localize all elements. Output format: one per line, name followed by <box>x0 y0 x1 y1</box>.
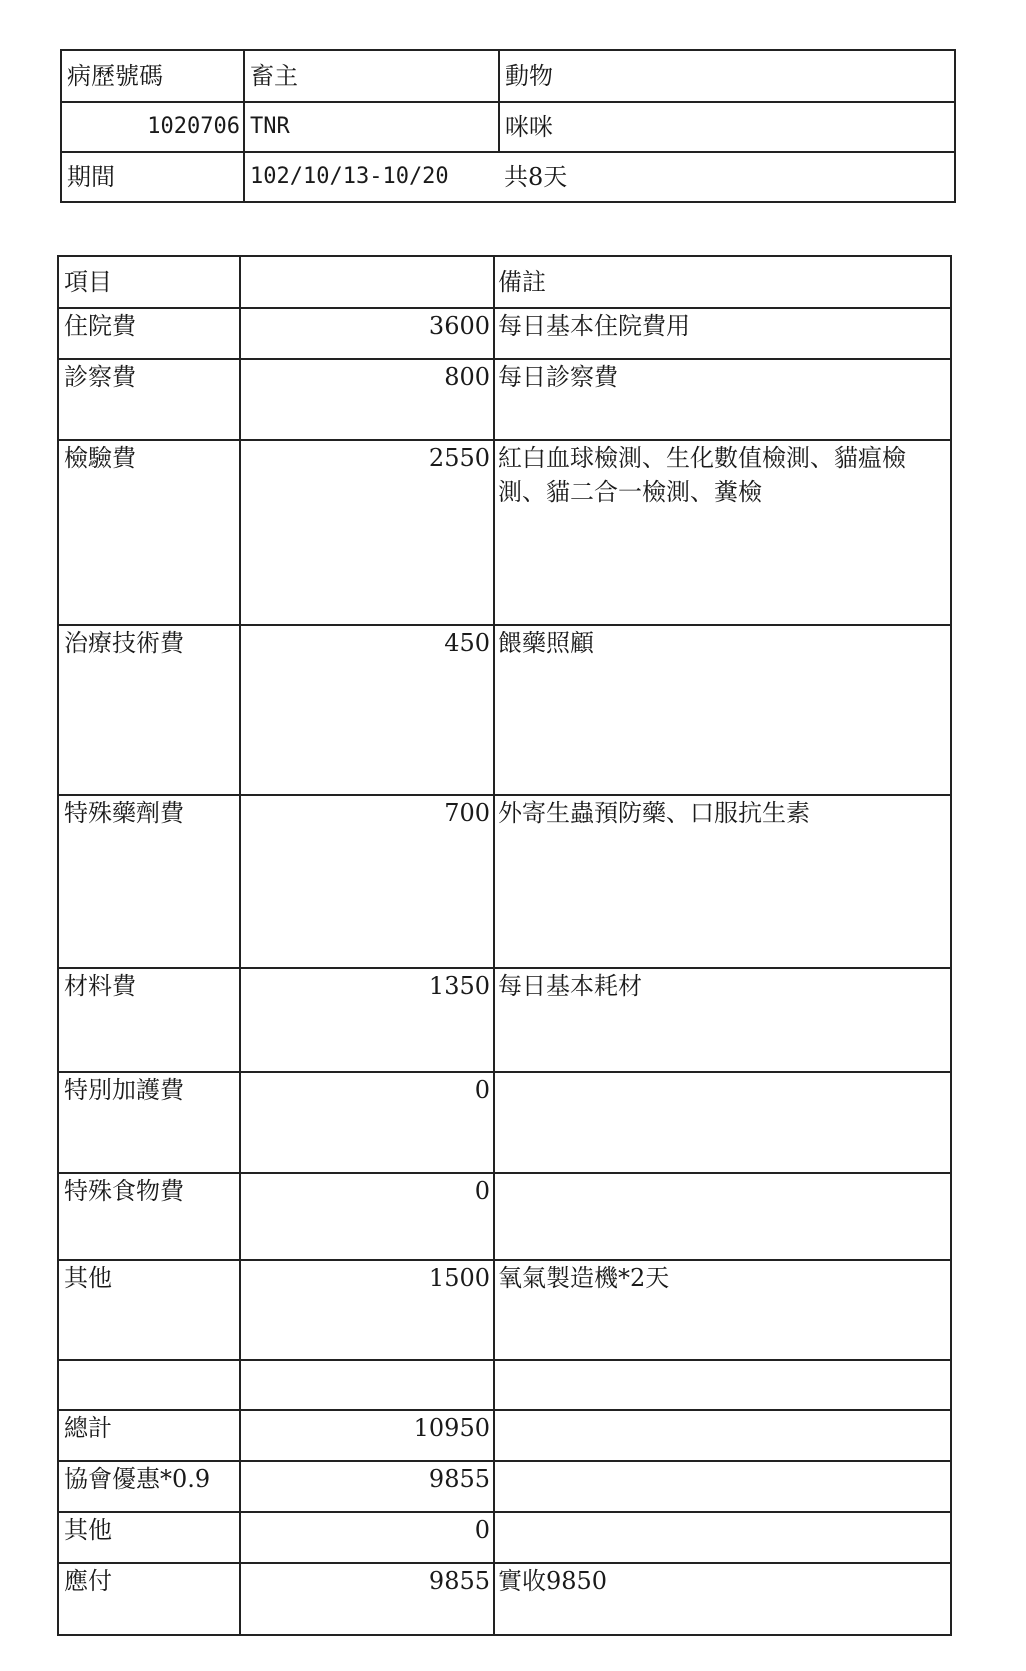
fee-note <box>494 1072 951 1173</box>
payable-label: 應付 <box>58 1563 240 1635</box>
fee-amount: 3600 <box>240 308 494 359</box>
animal-value: 咪咪 <box>499 102 955 152</box>
discount-note <box>494 1461 951 1512</box>
total-amount: 10950 <box>240 1410 494 1461</box>
fee-note: 氧氣製造機*2天 <box>494 1260 951 1360</box>
fee-row <box>58 968 951 1072</box>
owner-label: 畜主 <box>244 50 499 102</box>
fee-table <box>57 255 952 1636</box>
record-no-value: 1020706 <box>61 102 244 152</box>
fee-item <box>58 1360 240 1410</box>
other-adjust-row <box>58 1512 951 1563</box>
fee-item: 特殊食物費 <box>58 1173 240 1260</box>
fee-item: 檢驗費 <box>58 440 240 625</box>
fee-note: 餵藥照顧 <box>494 625 951 795</box>
fee-item: 其他 <box>58 1260 240 1360</box>
animal-label: 動物 <box>499 50 955 102</box>
fee-note: 外寄生蟲預防藥、口服抗生素 <box>494 795 951 968</box>
fee-amount <box>240 1360 494 1410</box>
fee-row-blank <box>58 1360 951 1410</box>
fee-amount: 1350 <box>240 968 494 1072</box>
fee-row <box>58 440 951 625</box>
fee-amount: 2550 <box>240 440 494 625</box>
fee-amount: 800 <box>240 359 494 440</box>
fee-row <box>58 795 951 968</box>
fee-amount: 700 <box>240 795 494 968</box>
days-value: 共8天 <box>499 152 955 202</box>
header-item: 項目 <box>58 256 240 308</box>
fee-amount: 450 <box>240 625 494 795</box>
header-amount <box>240 256 494 308</box>
payable-amount: 9855 <box>240 1563 494 1635</box>
fee-note: 每日基本耗材 <box>494 968 951 1072</box>
fee-amount: 0 <box>240 1072 494 1173</box>
received-note: 實收9850 <box>494 1563 951 1635</box>
total-label: 總計 <box>58 1410 240 1461</box>
fee-row <box>58 359 951 440</box>
other-adjust-label: 其他 <box>58 1512 240 1563</box>
fee-note <box>494 1173 951 1260</box>
discount-label: 協會優惠*0.9 <box>58 1461 240 1512</box>
discount-row <box>58 1461 951 1512</box>
fee-note: 每日診察費 <box>494 359 951 440</box>
fee-row <box>58 1173 951 1260</box>
fee-item: 特殊藥劑費 <box>58 795 240 968</box>
fee-item: 住院費 <box>58 308 240 359</box>
fee-item: 材料費 <box>58 968 240 1072</box>
other-adjust-note <box>494 1512 951 1563</box>
payable-row <box>58 1563 951 1635</box>
other-adjust-amount: 0 <box>240 1512 494 1563</box>
fee-note <box>494 1360 951 1410</box>
fee-header-row <box>58 256 951 308</box>
fee-row <box>58 308 951 359</box>
fee-note: 紅白血球檢測、生化數值檢測、貓瘟檢測、貓二合一檢測、糞檢 <box>494 440 951 625</box>
period-label: 期間 <box>61 152 244 202</box>
total-row <box>58 1410 951 1461</box>
fee-amount: 0 <box>240 1173 494 1260</box>
fee-item: 治療技術費 <box>58 625 240 795</box>
owner-value: TNR <box>244 102 499 152</box>
total-note <box>494 1410 951 1461</box>
fee-amount: 1500 <box>240 1260 494 1360</box>
fee-note: 每日基本住院費用 <box>494 308 951 359</box>
fee-item: 診察費 <box>58 359 240 440</box>
fee-row <box>58 1260 951 1360</box>
fee-row <box>58 1072 951 1173</box>
fee-item: 特別加護費 <box>58 1072 240 1173</box>
record-info-table <box>60 49 956 203</box>
period-value: 102/10/13-10/20 <box>244 152 499 202</box>
record-no-label: 病歷號碼 <box>61 50 244 102</box>
fee-row <box>58 625 951 795</box>
header-note: 備註 <box>494 256 951 308</box>
discount-amount: 9855 <box>240 1461 494 1512</box>
